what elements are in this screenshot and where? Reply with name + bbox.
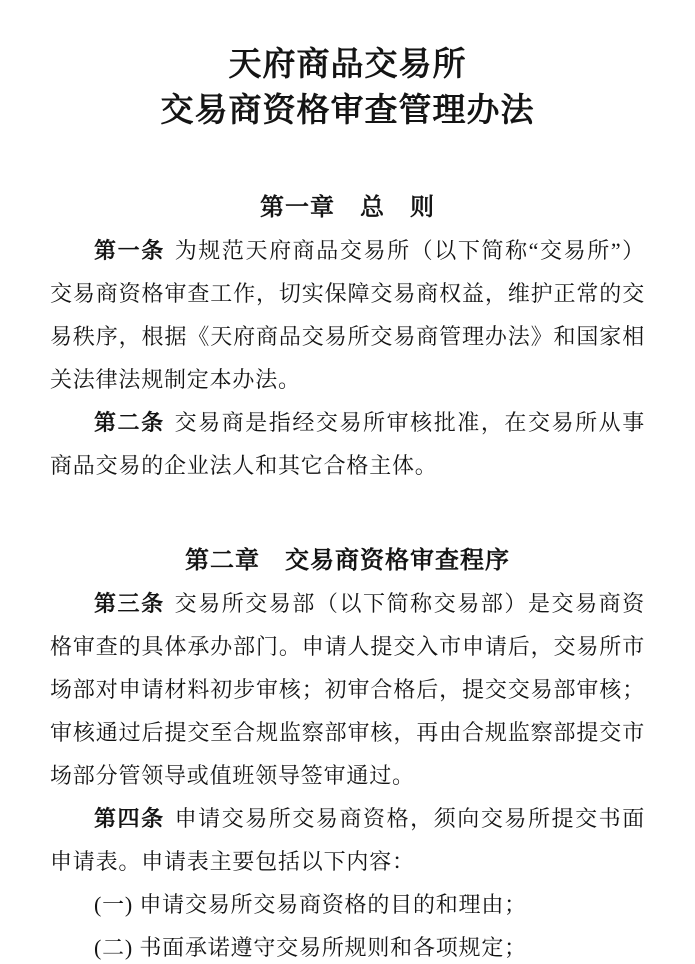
article-2-label: 第二条	[94, 410, 165, 435]
article-2	[50, 401, 645, 487]
article-1-label: 第一条	[94, 238, 165, 263]
article-3-label: 第三条	[94, 591, 165, 616]
article-4	[50, 797, 645, 883]
article-4-label: 第四条	[94, 806, 165, 831]
article-2-text: 交易商是指经交易所审核批准，在交易所从事商品交易的企业法人和其它合格主体。	[50, 410, 645, 478]
article-4-item-1: (一) 申请交易所交易商资格的目的和理由；	[94, 892, 527, 917]
article-3	[50, 582, 645, 797]
chapter-2-heading: 第二章 交易商资格审查程序	[185, 547, 510, 574]
document-title	[50, 42, 645, 134]
article-4-text: 申请交易所交易商资格，须向交易所提交书面申请表。申请表主要包括以下内容：	[50, 806, 645, 874]
chapter-1-heading: 第一章 总 则	[260, 194, 435, 221]
article-1-text: 为规范天府商品交易所（以下简称“交易所”）交易商资格审查工作，切实保障交易商权益，维护正常的交易秩序，根据《天府商品交易所交易商管理办法》和国家相关法律法规制定本办法。	[50, 238, 645, 392]
article-3-text: 交易所交易部（以下简称交易部）是交易商资格审查的具体承办部门。申请人提交入市申请后，交易所市场部对申请材料初步审核；初审合格后，提交交易部审核；审核通过后提交至合规监察部审核，再由合规监察部提交市场部分管领导或值班领导签审通过。	[50, 591, 645, 788]
document-title-line-1: 天府商品交易所	[228, 47, 467, 83]
article-4-item-2: (二) 书面承诺遵守交易所规则和各项规定；	[94, 935, 527, 960]
article-1	[50, 229, 645, 401]
document-title-line-2: 交易商资格审查管理办法	[160, 93, 535, 129]
